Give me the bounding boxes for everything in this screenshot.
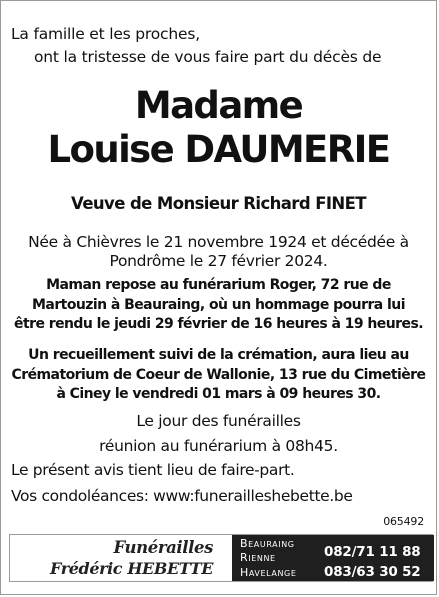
- location-beauraing: Beauraing: [240, 537, 295, 550]
- location-rienne: Rienne: [240, 551, 276, 564]
- intro-line-2: ont la tristesse de vous faire part du décès de: [34, 48, 382, 66]
- phone-havelange: 083/63 30 52: [324, 564, 421, 580]
- funeral-home-banner: [9, 534, 433, 582]
- birth-line-2: Pondrôme le 27 février 2024.: [109, 252, 328, 270]
- intro-line-1: La famille et les proches,: [11, 25, 200, 43]
- repose-paragraph: [1, 276, 436, 335]
- funeral-home-name: [10, 535, 217, 581]
- birth-death-text: [1, 233, 436, 271]
- condolences-text: Vos condoléances: www:funerailleshebette.be: [11, 487, 353, 505]
- widow-of-line: Veuve de Monsieur Richard FINET: [71, 194, 366, 213]
- cremation-paragraph: [1, 346, 436, 405]
- funeral-home-name-line-2: Frédéric HEBETTE: [50, 559, 213, 578]
- funeral-day-line-2: réunion au funérarium à 08h45.: [99, 437, 338, 455]
- cremation-line-1: Un recueillement suivi de la crémation, aura lieu au: [28, 347, 409, 363]
- notice-text: Le présent avis tient lieu de faire-part.: [11, 461, 295, 479]
- reference-number: 065492: [383, 515, 424, 528]
- cremation-line-3: à Ciney le vendredi 01 mars à 09 heures 30.: [56, 386, 381, 402]
- funeral-home-contacts: [232, 535, 434, 581]
- repose-line-1: Maman repose au funérarium Roger, 72 rue de: [46, 277, 391, 293]
- deceased-name: Louise DAUMERIE: [47, 128, 390, 171]
- repose-line-2: Martouzin à Beauraing, où un hommage pourra lui: [32, 296, 405, 313]
- cremation-line-2: Crématorium de Coeur de Wallonie, 13 rue du Cimetière: [11, 366, 426, 383]
- phone-beauraing: 082/71 11 88: [324, 544, 421, 560]
- repose-line-3: être rendu le jeudi 29 février de 16 heures à 19 heures.: [14, 316, 423, 332]
- deceased-title: Madame: [134, 84, 303, 127]
- funeral-day-line-1: Le jour des funérailles: [136, 412, 301, 430]
- location-havelange: Havelange: [240, 566, 297, 579]
- birth-line-1: Née à Chièvres le 21 novembre 1924 et décédée à: [28, 233, 409, 251]
- funeral-home-name-line-1: Funérailles: [113, 538, 213, 557]
